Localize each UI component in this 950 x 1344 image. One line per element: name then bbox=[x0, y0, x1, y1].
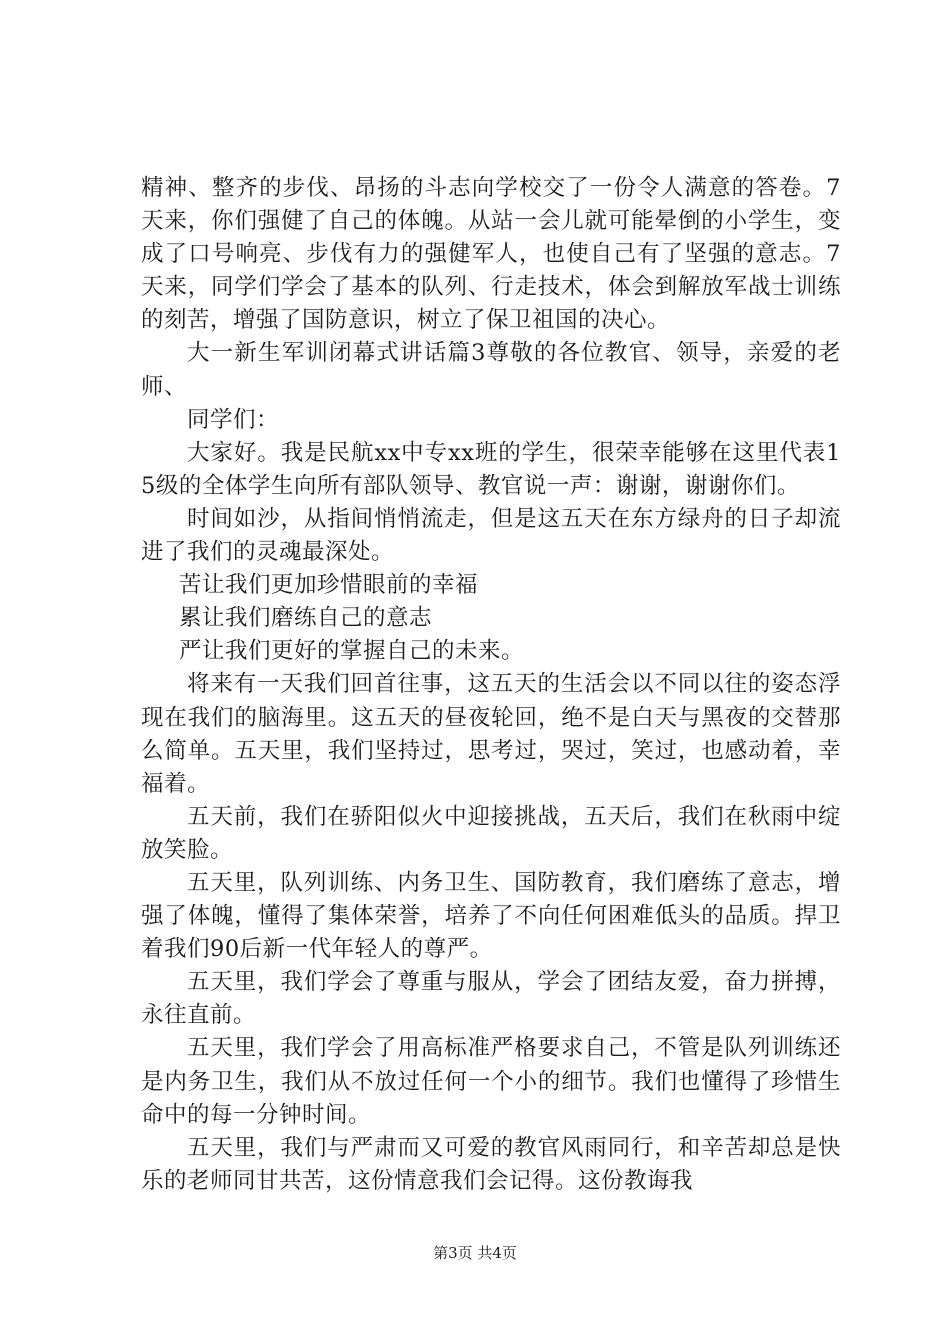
paragraph-verse: 苦让我们更加珍惜眼前的幸福 bbox=[179, 572, 479, 599]
paragraph-salutation: 同学们： bbox=[187, 406, 280, 433]
paragraph: 五天前，我们在骄阳似火中迎接挑战，五天后，我们在秋雨中绽放笑脸。 bbox=[141, 803, 841, 863]
paragraph: 大家好。我是民航xx中专xx班的学生，很荣幸能够在这里代表15级的全体学生向所有部队领导、教官说一声：谢谢，谢谢你们。 bbox=[141, 439, 841, 499]
paragraph-verse: 累让我们磨练自己的意志 bbox=[179, 605, 433, 632]
paragraph: 五天里，队列训练、内务卫生、国防教育，我们磨练了意志，增强了体魄，懂得了集体荣誉，培养了不向任何困难低头的品质。捍卫着我们90后新一代年轻人的尊严。 bbox=[141, 869, 841, 963]
paragraph-section-title: 大一新生军训闭幕式讲话篇3尊敬的各位教官、领导，亲爱的老师、 bbox=[141, 340, 841, 400]
paragraph-verse: 严让我们更好的掌握自己的未来。 bbox=[179, 638, 525, 665]
paragraph: 五天里，我们与严肃而又可爱的教官风雨同行，和辛苦却总是快乐的老师同甘共苦，这份情意我们会记得。这份教诲我 bbox=[141, 1134, 841, 1194]
paragraph: 时间如沙，从指间悄悄流走，但是这五天在东方绿舟的日子却流进了我们的灵魂最深处。 bbox=[141, 505, 841, 566]
paragraph: 将来有一天我们回首往事，这五天的生活会以不同以往的姿态浮现在我们的脑海里。这五天的昼夜轮回，绝不是白天与黑夜的交替那么简单。五天里，我们坚持过，思考过，哭过，笑过，也感动着，幸福着。 bbox=[141, 671, 841, 797]
document-body bbox=[141, 172, 841, 1198]
page-number-footer: 第3页 共4页 bbox=[433, 1244, 517, 1262]
paragraph: 五天里，我们学会了尊重与服从，学会了团结友爱，奋力拼搏，永往直前。 bbox=[141, 969, 841, 1029]
paragraph: 五天里，我们学会了用高标准严格要求自己，不管是队列训练还是内务卫生，我们从不放过任何一个小的细节。我们也懂得了珍惜生命中的每一分钟时间。 bbox=[141, 1035, 841, 1128]
paragraph: 精神、整齐的步伐、昂扬的斗志向学校交了一份令人满意的答卷。7天来，你们强健了自己的体魄。从站一会儿就可能晕倒的小学生，变成了口号响亮、步伐有力的强健军人，也使自己有了坚强的意志。7天来，同学们学会了基本的队列、行走技术，体会到解放军战士训练的刻苦，增强了国防意识，树立了保卫祖国的决心。 bbox=[141, 175, 841, 334]
